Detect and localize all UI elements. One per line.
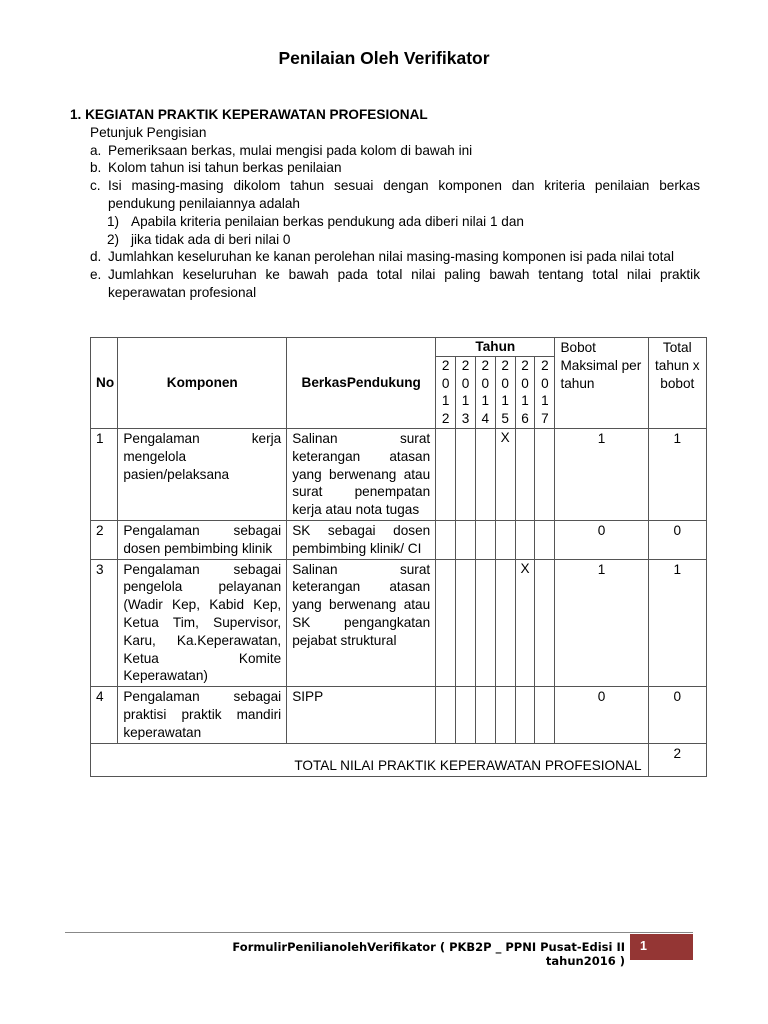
row-berkas: SK sebagai dosen pembimbing klinik/ CI [287,520,436,559]
row-number: 1 [91,428,118,520]
year-mark-cell [535,559,555,687]
row-berkas: Salinan surat keterangan atasan yang berwenang atau surat penempatan kerja atau nota tugas [287,428,436,520]
footer-divider [65,932,693,933]
year-mark-cell [515,428,535,520]
item-text: Kolom tahun isi tahun berkas penilaian [108,160,342,176]
instruction-subitem-1 [70,213,700,231]
year-header: 2 0 1 5 [495,356,515,428]
subitem-label: 2) [107,231,120,247]
instruction-item-d [70,248,700,266]
subitem-text: jika tidak ada di beri nilai 0 [131,231,291,247]
total-row [91,743,707,776]
year-mark-cell [495,687,515,743]
subitem-text: Apabila kriteria penilaian berkas pendukung ada diberi nilai 1 dan [131,213,524,229]
header-komponen: Komponen [118,338,287,429]
year-header: 2 0 1 7 [535,356,555,428]
assessment-table [90,337,707,777]
section-heading: 1. KEGIATAN PRAKTIK KEPERAWATAN PROFESIONAL [70,107,428,122]
row-komponen: Pengalaman kerja mengelola pasien/pelaksana [118,428,287,520]
row-total: 1 [648,428,706,520]
row-komponen: Pengalaman sebagai dosen pembimbing klinik [118,520,287,559]
year-mark-cell [436,687,456,743]
row-total: 1 [648,559,706,687]
row-bobot: 1 [555,559,648,687]
year-header: 2 0 1 6 [515,356,535,428]
item-label: b. [90,160,102,176]
footer-text: FormulirPenilianolehVerifikator ( PKB2P _ PPNI Pusat-Edisi II tahun2016 ) [232,940,625,968]
year-mark-cell [475,687,495,743]
instruction-item-c [70,177,700,213]
instruction-item-b [70,159,700,177]
year-mark-cell [436,520,456,559]
page-title: Penilaian Oleh Verifikator [278,48,490,68]
subitem-label: 1) [107,213,120,229]
row-bobot: 0 [555,520,648,559]
row-komponen: Pengalaman sebagai pengelola pelayanan (Wadir Kep, Kabid Kep, Ketua Tim, Supervisor, Karu, Ka.Keperawatan, Ketua Komite Keperawatan) [118,559,287,687]
year-header: 2 0 1 4 [475,356,495,428]
row-number: 3 [91,559,118,687]
year-mark-cell [456,687,476,743]
year-mark-cell [495,559,515,687]
year-mark-cell [475,520,495,559]
year-mark-cell [515,520,535,559]
row-total: 0 [648,687,706,743]
header-total: Total tahun x bobot [648,338,706,429]
year-mark-cell [456,428,476,520]
row-total: 0 [648,520,706,559]
year-header: 2 0 1 3 [456,356,476,428]
item-label: d. [90,249,102,265]
row-bobot: 0 [555,687,648,743]
year-mark-cell [436,559,456,687]
header-bobot: Bobot Maksimal per tahun [555,338,648,429]
table-row [91,559,707,687]
header-tahun: Tahun [436,338,555,357]
item-text: Jumlahkan keseluruhan ke bawah pada total nilai paling bawah tentang total nilai praktik keperawatan profesional [108,267,700,300]
item-label: c. [90,178,101,194]
instruction-item-a [70,142,700,160]
header-berkas: BerkasPendukung [287,338,436,429]
year-mark-cell [535,687,555,743]
instruction-subitem-2 [70,231,700,249]
header-no: No [91,338,118,429]
table-row [91,520,707,559]
year-mark-cell [535,520,555,559]
year-mark-cell [475,428,495,520]
row-number: 4 [91,687,118,743]
year-mark-cell [515,687,535,743]
table-row [91,428,707,520]
year-mark-cell [535,428,555,520]
total-label: TOTAL NILAI PRAKTIK KEPERAWATAN PROFESIONAL [91,743,649,776]
row-number: 2 [91,520,118,559]
year-mark-cell [495,520,515,559]
year-mark-cell [456,520,476,559]
table-row [91,687,707,743]
instructions-label: Petunjuk Pengisian [90,124,207,140]
year-header: 2 0 1 2 [436,356,456,428]
item-label: a. [90,142,102,158]
item-label: e. [90,267,102,283]
row-berkas: Salinan surat keterangan atasan yang berwenang atau SK pengangkatan pejabat struktural [287,559,436,687]
instruction-item-e [70,266,700,302]
year-mark-cell: X [495,428,515,520]
instructions-block [70,106,700,302]
year-mark-cell: X [515,559,535,687]
page-number-badge: 1 [630,934,693,960]
row-berkas: SIPP [287,687,436,743]
year-mark-cell [436,428,456,520]
item-text: Jumlahkan keseluruhan ke kanan perolehan nilai masing-masing komponen isi pada nilai total [108,249,674,265]
item-text: Isi masing-masing dikolom tahun sesuai dengan komponen dan kriteria penilaian berkas pendukung penilaiannya adalah [108,178,700,211]
year-mark-cell [475,559,495,687]
total-value: 2 [648,743,706,776]
item-text: Pemeriksaan berkas, mulai mengisi pada kolom di bawah ini [108,142,473,158]
row-bobot: 1 [555,428,648,520]
row-komponen: Pengalaman sebagai praktisi praktik mandiri keperawatan [118,687,287,743]
year-mark-cell [456,559,476,687]
